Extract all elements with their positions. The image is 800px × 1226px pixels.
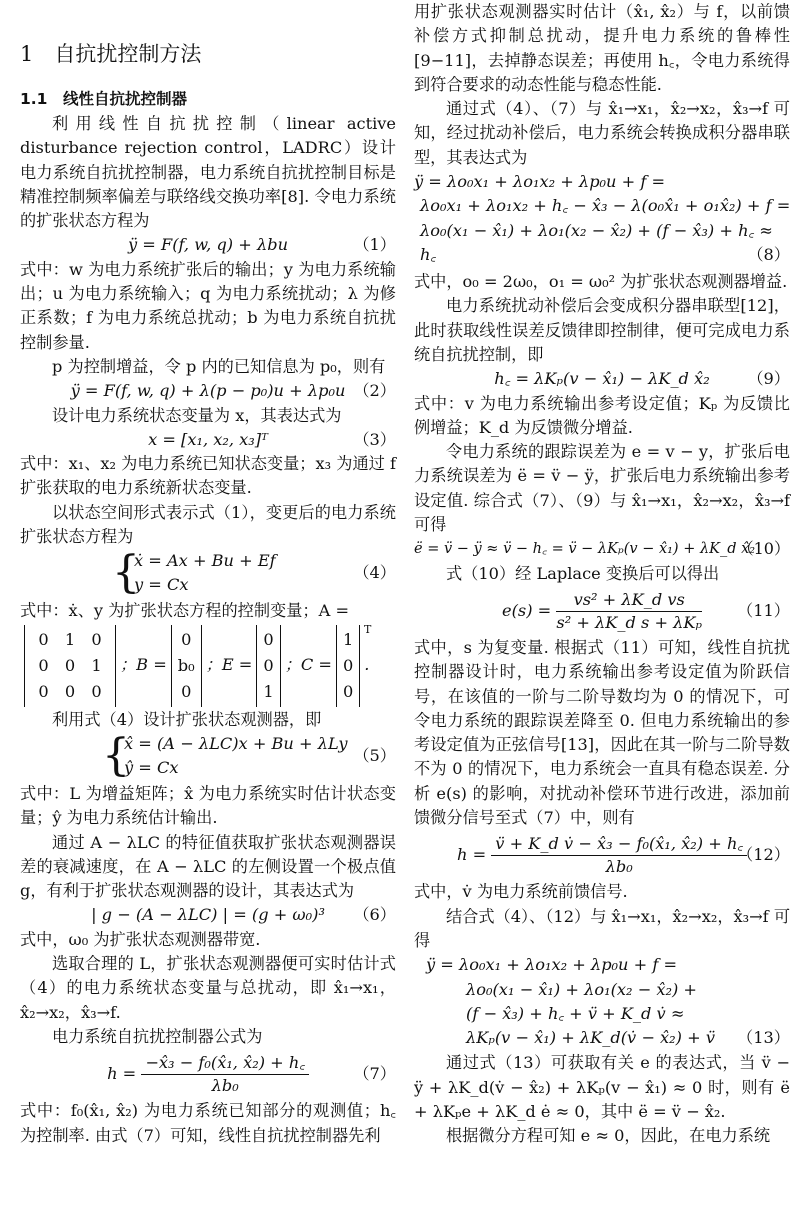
equation-3: x = [x₁, x₂, x₃]ᵀ （3） [148, 429, 396, 449]
right-column [414, 0, 790, 1148]
paragraph: 电力系统自抗扰控制器公式为 [52, 1026, 263, 1046]
paragraph: 式（10）经 Laplace 变换后可以得出 [446, 563, 720, 583]
paragraph: 式中：x₁、x₂ 为电力系统已知状态变量；x₃ 为通过 f 扩张获取的电力系统新状态变量. [20, 454, 396, 498]
subsection-title: 1.1 线性自抗扰控制器 [20, 90, 187, 108]
equation-10: ë = v̈ − ÿ ≈ v̈ − h꜀ = v̈ − λKₚ(v − x̂₁) + λK_d x̂₂ （10） [414, 539, 790, 559]
paragraph: 通过式（13）可获取有关 e 的表达式，当 v̈ − ÿ + λK_d(v̇ − x̂₂) + λKₚ(v − x̂₁) ≈ 0 时，则有 ë + λKₚe + λK_d ė ≈ 0，其中 ë = v̈ − x̂₂. [414, 1053, 790, 1121]
matrix-c: 1 0 0 T [336, 625, 360, 707]
equation-8: ÿ = λo₀x₁ + λo₁x₂ + λp₀u + f = λo₀x₁ + λo₁x₂ + h꜀ − x̂₃ − λ(o₀x̂₁ + o₁x̂₂) + f = λo₀(x₁ − x̂₁) + λo₁(x₂ − x̂₂) + (f − x̂₃) + h꜀ ≈ h꜀ （8） [414, 172, 791, 265]
equation-6: | g − (A − λLC) | = (g + ω₀)³ （6） [91, 905, 396, 925]
paragraph: 选取合理的 L，扩张状态观测器便可实时估计式（4）的电力系统状态变量与总扰动，即 x̂₁→x₁，x̂₂→x₂，x̂₃→f. [20, 954, 396, 1022]
equation-12: h = $\frac{\text{v̈ + K\_d v̇ − x̂₃ − f₀(x̂₁, x̂₂) + h꜀}}{\text{λb₀}}$ （12） [457, 834, 790, 877]
paragraph: 通过 A − λLC 的特征值获取扩张状态观测器误差的衰减速度，在 A − λLC 的左侧设置一个极点值 g，有利于扩张状态观测器的设计，其表达式为 [20, 832, 396, 901]
left-column [20, 0, 396, 1148]
equation-5: { x̂ = (A − λLC)x + Bu + λLy ŷ = Cx （5） [102, 729, 396, 781]
paragraph: 电力系统扰动补偿后会变成积分器串联型[12]，此时获取线性误差反馈律即控制律，便可完成电力系统自抗扰控制，即 [414, 296, 790, 364]
paragraph: 用扩张状态观测器实时估计（x̂₁, x̂₂）与 f，以前馈补偿方式抑制总扰动，提升电力系统的鲁棒性[9−11]，去掉静态误差；再使用 h꜀，令电力系统得到符合要求的动态性能与稳态性能. [414, 2, 790, 94]
paragraph: 式中：v 为电力系统输出参考设定值；Kₚ 为反馈比例增益；K_d 为反馈微分增益. [414, 393, 790, 437]
paragraph: 式中：ẋ、y 为扩张状态方程的控制变量；A = [20, 601, 350, 621]
paragraph: 式中，s 为复变量. 根据式（11）可知，线性自抗扰控制器设计时，电力系统输出参考设定值为阶跃信号，在该值的一阶与二阶导数均为 0 的情况下，可令电力系统的跟踪误差降至 0. 但电力系统输出的参考设定值为正弦信号[13]，因此在其一阶与二阶导数不为 0 的情况下，电力系统会一直具有稳态误差. 分析 e(s) 的影响，对扰动补偿环节进行改进，添加前馈微分信号至式（7）中，则有 [414, 637, 790, 828]
matrix-definitions: 0 1 0 0 0 1 0 0 0 ；B = 0 b₀ 0 ；E = 0 0 1 ；C = 1 0 0 T . [20, 624, 396, 708]
paragraph: 令电力系统的跟踪误差为 e = v − y，扩张后电力系统误差为 ë = v̈ − ÿ，扩张后电力系统输出参考设定值. 综合式（7）、（9）与 x̂₁→x₁，x̂₂→x₂，x̂₃→f 可得 [414, 442, 790, 535]
paragraph: p 为控制增益，令 p 内的已知信息为 p₀，则有 [52, 356, 386, 376]
equation-9: h꜀ = λKₚ(v − x̂₁) − λK_d x̂₂ （9） [494, 369, 790, 389]
paragraph: 式中：f₀(x̂₁, x̂₂) 为电力系统已知部分的观测值；h꜀ 为控制率. 由式（7）可知，线性自抗扰控制器先利 [20, 1101, 396, 1145]
paragraph: 式中，o₀ = 2ω₀，o₁ = ω₀² 为扩张状态观测器增益. [414, 272, 788, 292]
matrix-a: 0 1 0 0 0 1 0 0 0 [24, 625, 116, 707]
paragraph: 式中：L 为增益矩阵；x̂ 为电力系统实时估计状态变量；ŷ 为电力系统估计输出. [20, 783, 396, 828]
equation-2: ÿ = F(f, w, q) + λ(p − p₀)u + λp₀u （2） [70, 381, 396, 401]
paragraph: 利用线性自抗扰控制（linear active disturbance rejection control，LADRC）设计电力系统自抗扰控制器，电力系统自抗扰控制目标是精准控制频率偏差与联络线交换功率[8]. 令电力系统的扩张状态方程为 [20, 114, 396, 231]
equation-1: ÿ = F(f, w, q) + λbu （1） [127, 235, 396, 255]
equation-4: { ẋ = Ax + Bu + Ef y = Cx （4） [112, 547, 396, 599]
paragraph: 以状态空间形式表示式（1），变更后的电力系统扩张状态方程为 [20, 502, 396, 547]
paragraph: 式中，v̇ 为电力系统前馈信号. [414, 882, 628, 902]
equation-13: ÿ = λo₀x₁ + λo₁x₂ + λp₀u + f = λo₀(x₁ − x̂₁) + λo₁(x₂ − x̂₂) + (f − x̂₃) + h꜀ + v̈ + K_d v̇ ≈ λKₚ(v − x̂₁) + λK_d(v̇ − x̂₂) + v̈ （13） [426, 955, 790, 1048]
paragraph: 根据微分方程可知 e ≈ 0，因此，在电力系统 [446, 1126, 771, 1146]
paragraph: 式中：w 为电力系统扩张后的输出；y 为电力系统输出；u 为电力系统输入；q 为电力系统扰动；λ 为修正系数；f 为电力系统总扰动；b 为电力系统自抗扰控制参量. [20, 259, 396, 352]
paragraph: 设计电力系统状态变量为 x，其表达式为 [52, 405, 342, 425]
matrix-b: 0 b₀ 0 [171, 625, 202, 707]
section-title: 1 自抗扰控制方法 [20, 42, 202, 66]
paragraph: 利用式（4）设计扩张状态观测器，即 [52, 709, 322, 729]
paragraph: 通过式（4）、（7）与 x̂₁→x₁，x̂₂→x₂，x̂₃→f 可知，经过扰动补偿后，电力系统会转换成积分器串联型，其表达式为 [414, 99, 790, 167]
paragraph: 式中，ω₀ 为扩张状态观测器带宽. [20, 929, 261, 949]
equation-11: e(s) = $\frac{\text{vs² + λK\_d vs}}{\text{s² + λK\_d s + λKₚ}}$ （11） [502, 589, 790, 632]
equation-7: h = $\frac{\text{−x̂₃ − f₀(x̂₁, x̂₂) + h꜀}}{\text{λb₀}}$ （7） [107, 1053, 396, 1096]
paragraph: 结合式（4）、（12）与 x̂₁→x₁，x̂₂→x₂，x̂₃→f 可得 [414, 906, 791, 950]
matrix-e: 0 0 1 [256, 625, 280, 707]
